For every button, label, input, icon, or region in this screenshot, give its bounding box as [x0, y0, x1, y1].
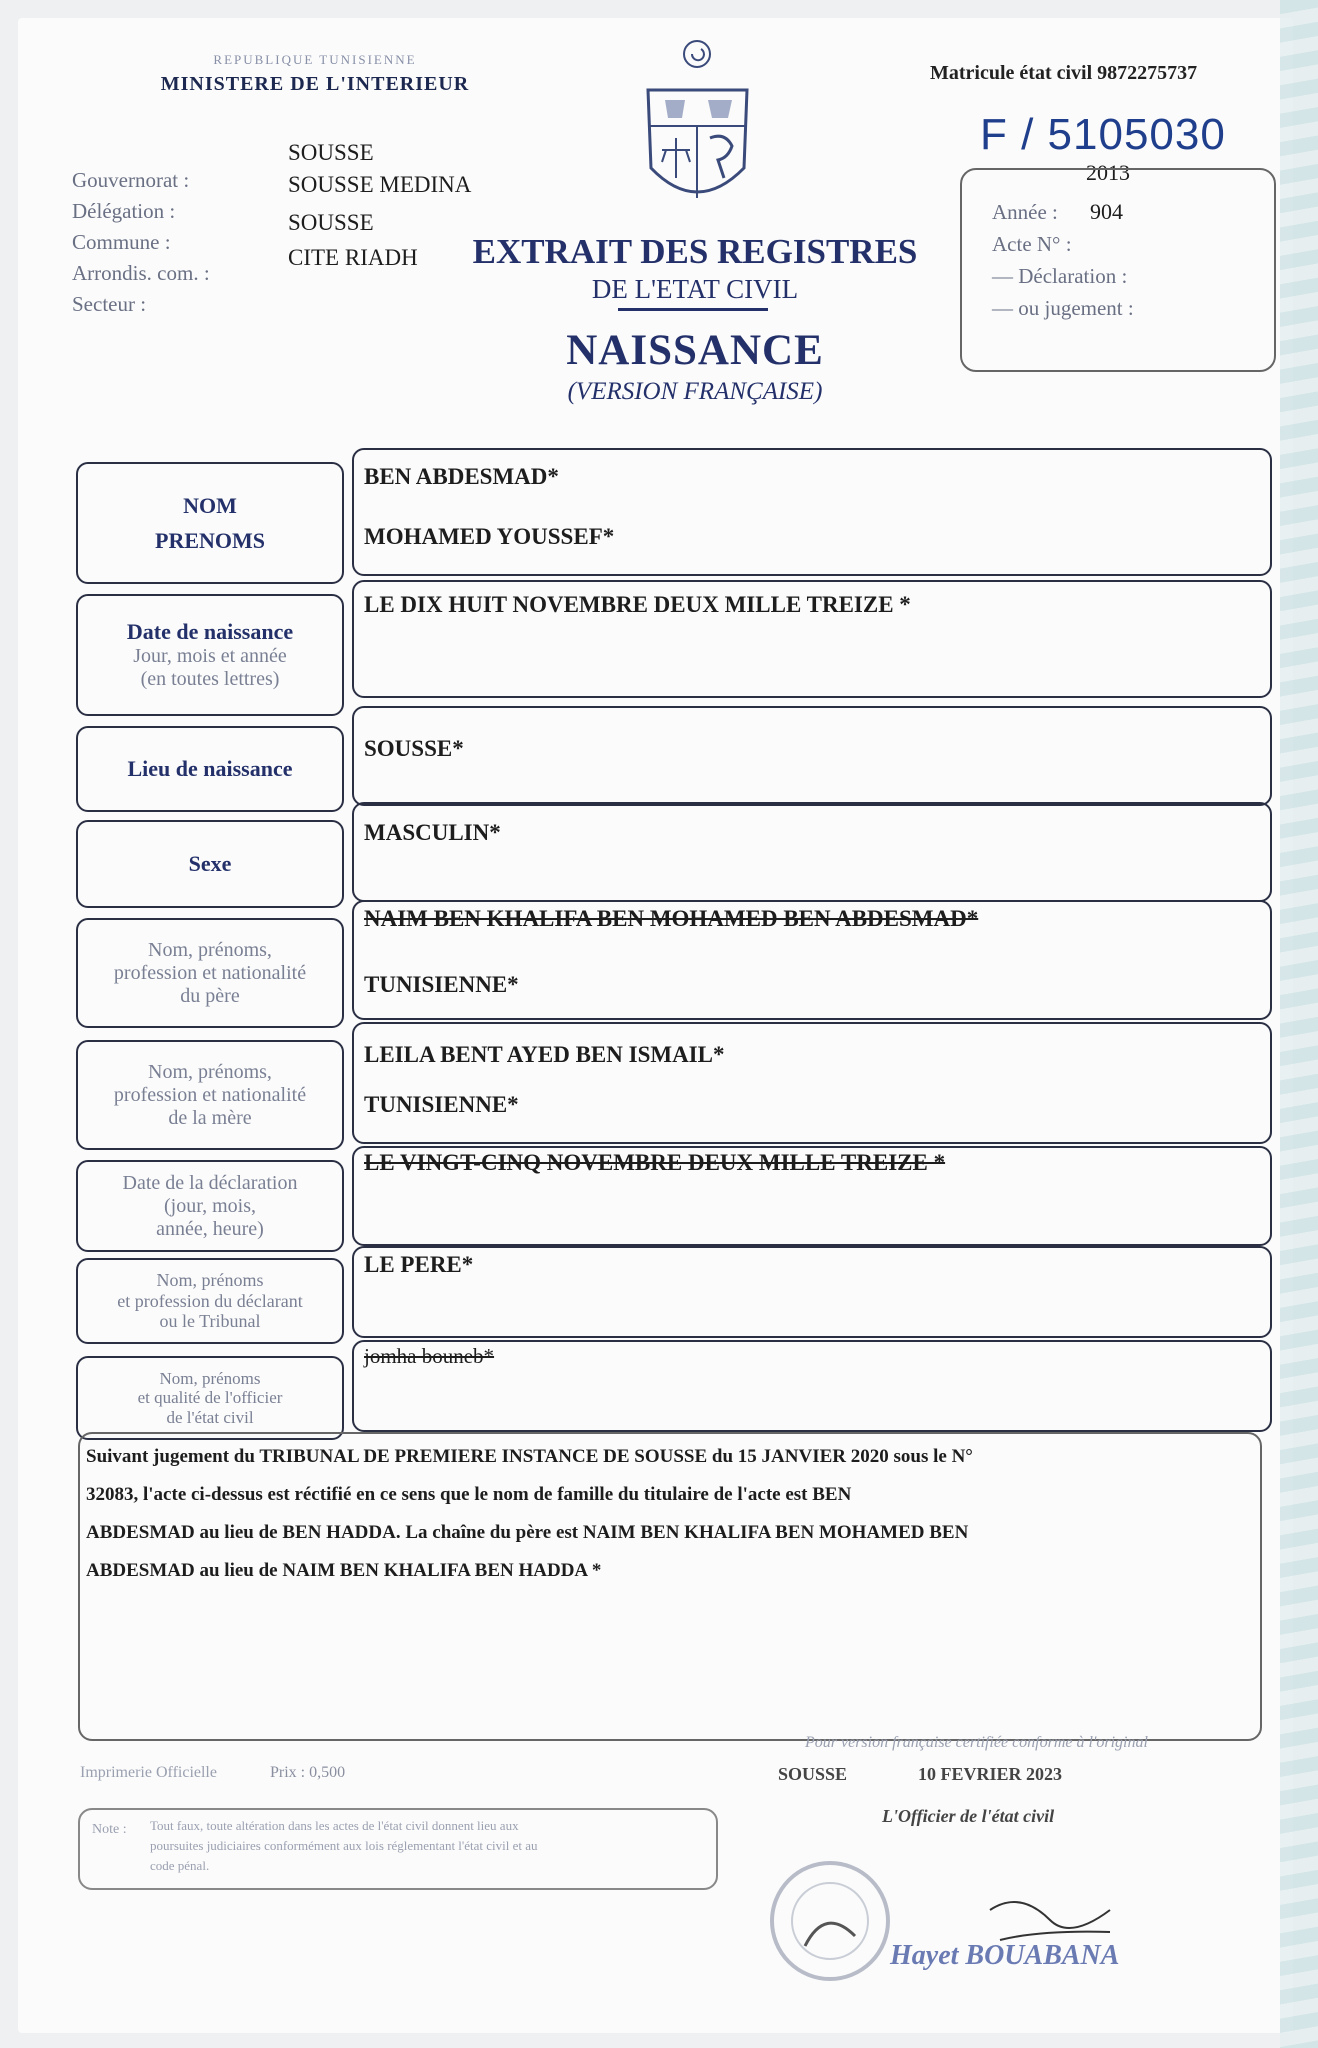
date-naissance-label: Date de naissance	[126, 619, 294, 645]
declarant-label-box	[76, 1258, 344, 1344]
sexe-value-box	[352, 802, 1272, 902]
pere-label-box	[76, 918, 344, 1028]
title-naissance: NAISSANCE	[566, 327, 824, 374]
date-naissance-value: LE DIX HUIT NOVEMBRE DEUX MILLE TREIZE *	[364, 592, 911, 617]
lieu-naissance-value-box	[352, 706, 1272, 806]
nom-label: NOM	[183, 492, 237, 518]
ministry-label: MINISTERE DE L'INTERIEUR	[160, 73, 470, 95]
sexe-label: Sexe	[188, 851, 232, 877]
acte-value: 904	[1090, 199, 1123, 224]
officier-signature-title: L'Officier de l'état civil	[882, 1806, 1055, 1826]
gouvernorat-label: Gouvernorat :	[72, 168, 190, 192]
mere-label-box	[76, 1040, 344, 1150]
title-extrait: EXTRAIT DES REGISTRES	[472, 232, 918, 271]
annee-label: Année :	[992, 200, 1058, 224]
title-rule	[618, 308, 768, 311]
officer-signature-stamp: Hayet BOUABANA	[890, 1940, 1120, 1971]
note-text-line3: code pénal.	[150, 1858, 210, 1873]
pere-label-line2: profession et nationalité	[113, 961, 307, 984]
paper-edge	[1280, 0, 1318, 2048]
matricule	[930, 62, 1197, 85]
lieu-naissance-label: Lieu de naissance	[127, 756, 293, 782]
prenoms-label: PRENOMS	[155, 528, 265, 553]
officier-value-box	[352, 1340, 1272, 1432]
gouvernorat-value: SOUSSE	[288, 140, 374, 165]
declaration-date-label-box	[76, 1160, 344, 1252]
acte-label: Acte N° :	[992, 232, 1072, 256]
republic-label: REPUBLIQUE TUNISIENNE	[213, 52, 417, 67]
sexe-label-box	[76, 820, 344, 908]
declaration-date-label-line2: (jour, mois,	[164, 1194, 256, 1217]
acte-box	[960, 168, 1276, 372]
nom-value: BEN ABDESMAD*	[364, 464, 559, 489]
declaration-date-label-line3: année, heure)	[156, 1217, 264, 1240]
lieu-naissance-label-box	[76, 726, 344, 812]
nom-prenoms-label-box	[76, 462, 344, 584]
sexe-value: MASCULIN*	[364, 820, 501, 845]
secteur-label: Secteur :	[72, 292, 147, 316]
mere-value-line2: TUNISIENNE*	[364, 1092, 519, 1117]
prix-label: Prix : 0,500	[270, 1764, 346, 1781]
matricule-label: Matricule état civil	[930, 62, 1093, 84]
note-text-line1: Tout faux, toute altération dans les actes de l'état civil donnent lieu aux	[150, 1818, 519, 1833]
note-text-line2: poursuites judiciaires conformément aux lois réglementant l'état civil et au	[150, 1838, 538, 1853]
delegation-label: Délégation :	[72, 199, 176, 223]
mere-label-line1: Nom, prénoms,	[148, 1060, 272, 1083]
declarant-label-line2: et profession du déclarant	[117, 1290, 303, 1311]
note-box	[78, 1808, 718, 1890]
declarant-label-line1: Nom, prénoms	[156, 1269, 264, 1290]
note-title: Note :	[92, 1822, 127, 1837]
officier-label-box	[76, 1356, 344, 1440]
declarant-label-line3: ou le Tribunal	[159, 1311, 261, 1332]
officier-label-line2: et qualité de l'officier	[137, 1388, 283, 1408]
commune-value: SOUSSE	[288, 210, 374, 235]
officier-value: jomha bouneb*	[364, 1344, 495, 1368]
officier-label-line3: de l'état civil	[166, 1407, 254, 1427]
declaration-date-value-box	[352, 1146, 1272, 1246]
date-naissance-sub1: Jour, mois et année	[133, 644, 287, 667]
nom-prenoms-value-box	[352, 448, 1272, 576]
title-etat-civil: DE L'ETAT CIVIL	[591, 274, 799, 304]
officier-label-line1: Nom, prénoms	[159, 1368, 261, 1388]
commune-label: Commune :	[72, 230, 171, 254]
observations-box	[78, 1432, 1262, 1741]
pere-label-line1: Nom, prénoms,	[148, 938, 272, 961]
arrondissement-value: CITE RIADH	[288, 245, 418, 270]
official-stamp-icon	[765, 1856, 895, 1986]
mere-value-line1: LEILA BENT AYED BEN ISMAIL*	[364, 1042, 725, 1067]
form-number: F / 5105030	[980, 110, 1226, 159]
lieu-signature: SOUSSE	[778, 1764, 848, 1784]
mere-value-box	[352, 1022, 1272, 1144]
mere-label-line2: profession et nationalité	[113, 1083, 307, 1106]
pere-value-line2: TUNISIENNE*	[364, 972, 519, 997]
prenoms-value: MOHAMED YOUSSEF*	[364, 524, 615, 549]
jugement-label: — ou jugement :	[992, 296, 1134, 320]
declaration-date-value: LE VINGT-CINQ NOVEMBRE DEUX MILLE TREIZE *	[364, 1150, 946, 1175]
observation-line4: ABDESMAD au lieu de NAIM BEN KHALIFA BEN HADDA *	[86, 1560, 602, 1581]
imprimerie-label: Imprimerie Officielle	[80, 1764, 217, 1781]
observation-line2: 32083, l'acte ci-dessus est réctifié en ce sens que le nom de famille du titulaire de l'acte est BEN	[86, 1484, 852, 1505]
declaration-date-label-line1: Date de la déclaration	[122, 1171, 298, 1194]
lieu-naissance-value: SOUSSE*	[364, 736, 464, 761]
delegation-value: SOUSSE MEDINA	[288, 172, 472, 197]
title-version: (VERSION FRANÇAISE)	[567, 378, 823, 405]
annee-value: 2013	[1082, 160, 1134, 186]
tunisia-emblem-icon	[640, 38, 755, 218]
declaration-label: — Déclaration :	[992, 264, 1128, 288]
pere-value-box	[352, 900, 1272, 1020]
pere-label-line3: du père	[180, 984, 240, 1007]
date-naissance-label-box	[76, 594, 344, 716]
mere-label-line3: de la mère	[168, 1106, 252, 1129]
date-naissance-value-box	[352, 580, 1272, 698]
declarant-value-box	[352, 1246, 1272, 1338]
observation-line1: Suivant jugement du TRIBUNAL DE PREMIERE INSTANCE DE SOUSSE du 15 JANVIER 2020 sous le N°	[86, 1446, 973, 1467]
observation-line3: ABDESMAD au lieu de BEN HADDA. La chaîne du père est NAIM BEN KHALIFA BEN MOHAMED BEN	[86, 1522, 969, 1543]
date-naissance-sub2: (en toutes lettres)	[140, 667, 280, 690]
declarant-value: LE PERE*	[364, 1252, 474, 1277]
date-signature: 10 FEVRIER 2023	[918, 1764, 1063, 1784]
certifie-label: Pour version française certifiée conforme à l'original	[805, 1734, 1148, 1751]
matricule-value: 9872275737	[1097, 62, 1198, 84]
arrondissement-label: Arrondis. com. :	[72, 261, 210, 285]
pere-value-line1: NAIM BEN KHALIFA BEN MOHAMED BEN ABDESMAD*	[364, 906, 979, 931]
